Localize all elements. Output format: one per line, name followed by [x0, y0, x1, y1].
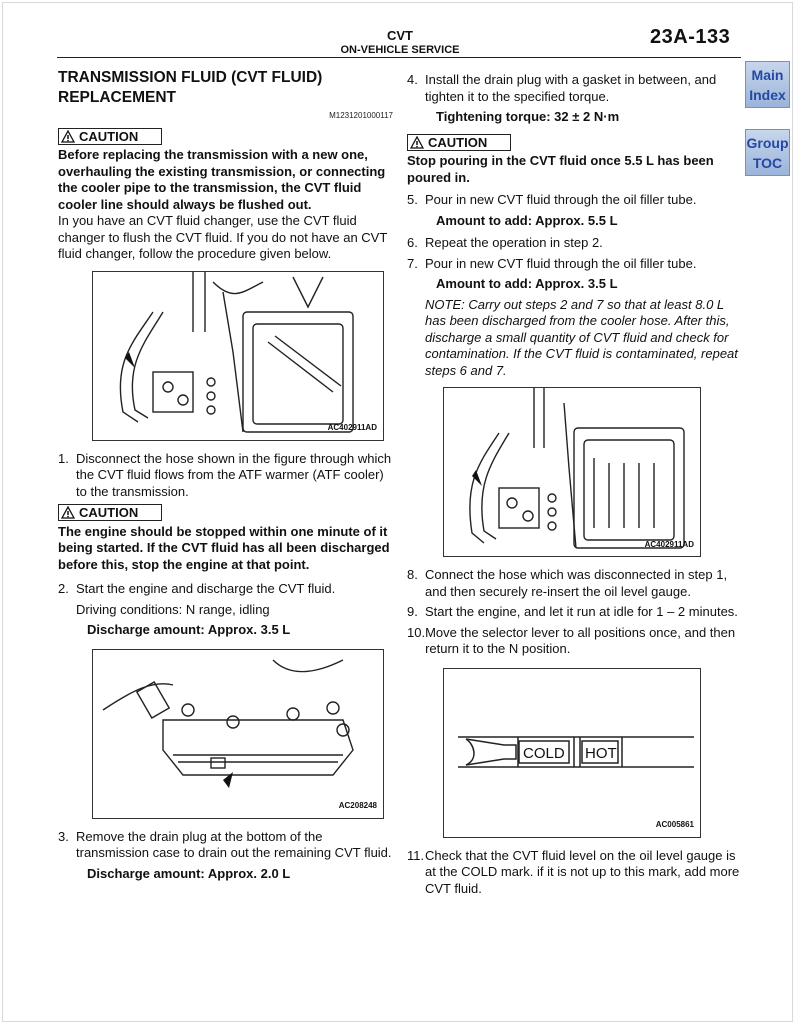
step-number: 4. [407, 72, 418, 87]
step-number: 5. [407, 192, 418, 207]
step-text: Check that the CVT fluid level on the oil level gauge is at the COLD mark. if it is not up to this mark, add more CVT fluid. [425, 847, 740, 896]
figure-drain-plug [92, 649, 384, 819]
step-3 [58, 829, 393, 862]
step-number: 1. [58, 450, 69, 466]
caution-text: Before replacing the transmission with a new one, overhauling the existing transmission, or connecting the cooler pipe to the transmission, the CVT fluid cooler line should always be flushed out. [58, 147, 386, 212]
discharge-amount: Discharge amount: Approx. 3.5 L [87, 622, 291, 637]
step-number: 8. [407, 567, 418, 582]
step-text: Connect the hose which was disconnected in step 1, and then securely re-insert the oil level gauge. [425, 567, 728, 599]
title-line-1: TRANSMISSION FLUID (CVT FLUID) [58, 69, 323, 86]
tightening-torque: Tightening torque: 32 ± 2 N·m [436, 109, 620, 124]
figure-level-gauge [443, 668, 701, 838]
figure-code: AC402911AD [644, 539, 694, 549]
step-9 [407, 604, 743, 621]
gauge-hot-label: HOT [585, 744, 617, 762]
warning-icon [410, 136, 424, 149]
group-toc-label-2: TOC [752, 154, 783, 171]
step-text: Start the engine and discharge the CVT fluid. [76, 581, 336, 596]
driving-conditions: Driving conditions: N range, idling [76, 601, 270, 617]
discharge-amount: Discharge amount: Approx. 2.0 L [87, 865, 291, 881]
caution-text: Stop pouring in the CVT fluid once 5.5 L has been poured in. [407, 153, 714, 185]
subsection-title: ON-VEHICLE SERVICE [340, 44, 460, 56]
header-rule [57, 57, 741, 58]
caution-box [58, 128, 162, 145]
caution-box [407, 134, 511, 151]
step-1 [58, 451, 393, 501]
right-column [407, 72, 743, 897]
document-id: M1231201000117 [329, 111, 393, 120]
step-text: Pour in new CVT fluid through the oil filler tube. [425, 192, 697, 207]
step-text: Pour in new CVT fluid through the oil filler tube. [425, 255, 697, 271]
figure-code: AC208248 [338, 801, 377, 810]
figure-hose-location-2 [443, 387, 701, 557]
drain-plug-illustration [93, 650, 383, 818]
step-text: Disconnect the hose shown in the figure through which the CVT fluid flows from the ATF warmer (ATF cooler) to the transmission. [76, 450, 392, 499]
step-text: Install the drain plug with a gasket in between, and tighten it to the specified torque. [425, 72, 717, 104]
caution-box [58, 504, 162, 521]
main-index-label-1: Main [751, 66, 784, 83]
step-text: Repeat the operation in step 2. [425, 235, 603, 250]
transmission-hose-illustration [93, 272, 383, 440]
caution-label: CAUTION [79, 505, 139, 520]
step-4 [407, 72, 743, 105]
main-index-label-2: Index [749, 86, 786, 103]
step-number: 3. [58, 828, 69, 844]
step-text: Move the selector lever to all positions once, and then return it to the N position. [425, 624, 736, 656]
step-number: 10. [407, 624, 426, 640]
warning-icon [61, 506, 75, 519]
step-10 [407, 625, 743, 658]
main-index-button[interactable] [745, 61, 790, 108]
step-number: 2. [58, 581, 69, 596]
caution-label: CAUTION [428, 134, 488, 150]
caution-label: CAUTION [79, 128, 139, 144]
step-number: 7. [407, 255, 418, 271]
step-number: 11. [407, 847, 425, 863]
gauge-cold-label: COLD [523, 744, 565, 762]
step-7 [407, 256, 743, 273]
intro-text: In you have an CVT fluid changer, use the CVT fluid changer to flush the CVT fluid. If you do not have an CVT fluid changer, follow the procedure given below. [58, 213, 388, 261]
section-title: CVT [387, 28, 413, 43]
step-text: Remove the drain plug at the bottom of the transmission case to drain out the remaining CVT fluid. [76, 828, 392, 860]
step-11 [407, 848, 743, 898]
figure-code: AC005861 [655, 820, 694, 829]
figure-code: AC402911AD [327, 423, 377, 432]
step-6 [407, 235, 743, 252]
figure-hose-location [92, 271, 384, 441]
page-number: 23A-133 [650, 26, 731, 48]
left-column [58, 68, 393, 882]
warning-icon [61, 130, 75, 143]
step-text: Start the engine, and let it run at idle for 1 – 2 minutes. [425, 604, 738, 619]
step-2 [58, 581, 393, 598]
amount-to-add: Amount to add: Approx. 3.5 L [436, 276, 618, 291]
title-line-2: REPLACEMENT [58, 89, 176, 106]
step-5 [407, 192, 743, 209]
procedure-title [58, 68, 393, 108]
caution-text: The engine should be stopped within one minute of it being started. If the CVT fluid has all been discharged before this, stop the engine at that point. [58, 523, 390, 572]
oil-level-gauge-illustration [444, 669, 700, 819]
step-number: 6. [407, 235, 418, 250]
step-number: 9. [407, 604, 418, 619]
group-toc-button[interactable] [745, 129, 790, 176]
group-toc-label-1: Group [746, 134, 789, 151]
note-text: NOTE: Carry out steps 2 and 7 so that at least 8.0 L has been discharged from the cooler hose. After this, discharge a small quantity of CVT fluid and check for contamination. If the CVT fluid is contaminated, repeat steps 6 and 7. [425, 296, 738, 378]
transmission-hose-illustration [444, 388, 700, 556]
amount-to-add: Amount to add: Approx. 5.5 L [436, 212, 618, 228]
step-8 [407, 567, 743, 600]
